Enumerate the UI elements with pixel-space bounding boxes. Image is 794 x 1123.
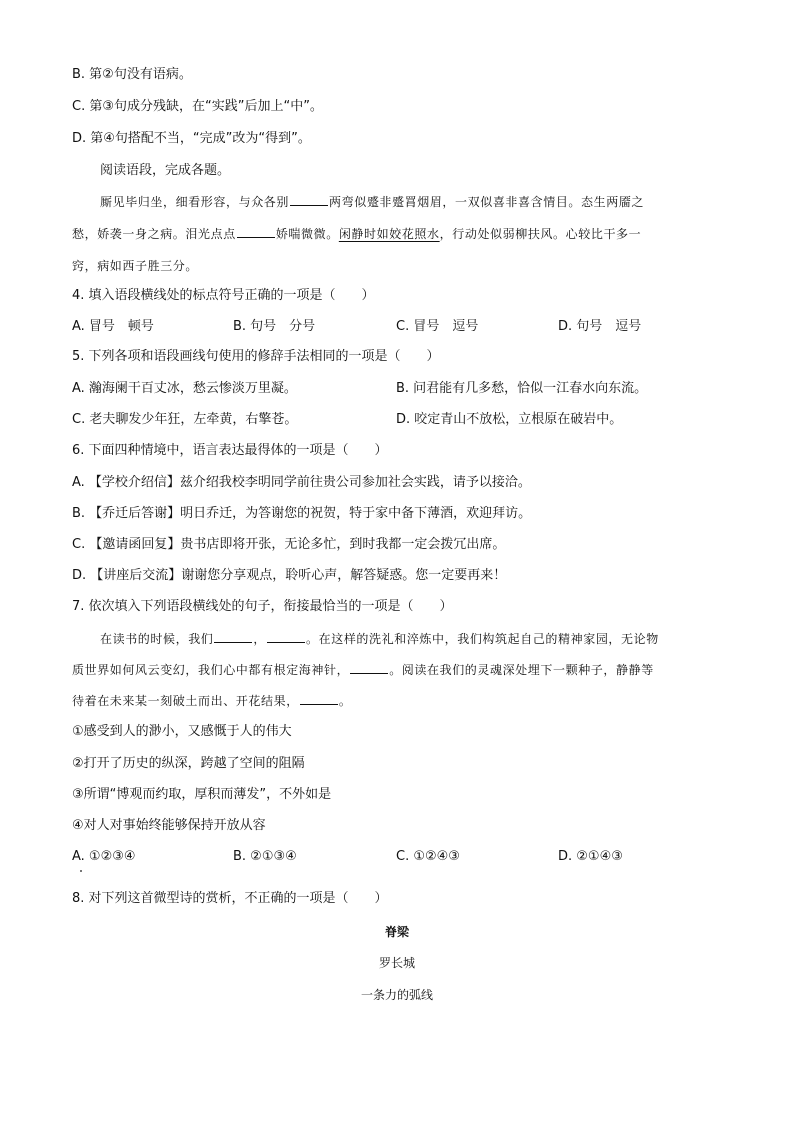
passage-text: 两弯似蹙非蹙罥烟眉，一双似喜非喜含情目。态生两靥之	[329, 195, 645, 209]
q5-option-c: C. 老夫聊发少年狂，左牵黄，右擎苍。	[72, 412, 298, 427]
passage-text: 待着在未来某一刻破土而出、开花结果，	[72, 694, 299, 708]
q4-option-c: C. 冒号 逗号	[396, 319, 479, 334]
q4-option-d: D. 句号 逗号	[558, 319, 642, 334]
passage-text: ，行动处似弱柳扶风。心较比干多一	[439, 227, 642, 241]
fill-blank	[267, 630, 305, 643]
q7-option-b: B. ②①③④	[233, 849, 297, 864]
q7-sentence-3: ③所谓“博观而约取，厚积而薄发”，不外如是	[72, 787, 332, 802]
q4-option-a: A. 冒号 顿号	[72, 319, 154, 334]
passage-text: 。	[338, 694, 352, 708]
q7-passage-line-1	[100, 630, 659, 648]
passage-text: ，	[253, 632, 267, 646]
q4-option-b: B. 句号 分号	[233, 319, 316, 334]
q6-option-b: B. 【乔迁后答谢】明日乔迁，为答谢您的祝贺，特于家中备下薄酒，欢迎拜访。	[72, 506, 532, 521]
passage-text: 娇喘微微。	[275, 227, 339, 241]
question-5-stem: 5. 下列各项和语段画线句使用的修辞手法相同的一项是（ ）	[72, 349, 440, 364]
passage-line-1	[100, 193, 644, 211]
q7-option-c: C. ①②④③	[396, 849, 460, 864]
passage-text: 在读书的时候，我们	[100, 632, 214, 646]
q5-option-b: B. 问君能有几多愁，恰似一江春水向东流。	[396, 381, 648, 396]
q7-passage-line-2	[72, 661, 654, 679]
fill-blank	[300, 692, 338, 705]
stray-dot	[80, 870, 82, 872]
passage-text: 愁，娇袭一身之病。泪光点点	[72, 227, 236, 241]
passage-text: 质世界如何风云变幻，我们心中都有根定海神针，	[72, 663, 350, 677]
q5-option-a: A. 瀚海阑干百丈冰，愁云惨淡万里凝。	[72, 381, 297, 396]
underlined-sentence: 闲静时如姣花照水	[338, 227, 440, 241]
poem-title: 脊梁	[384, 925, 409, 939]
poem-author: 罗长城	[378, 956, 415, 970]
q7-option-a: A. ①②③④	[72, 849, 136, 864]
question-8-stem: 8. 对下列这首微型诗的赏析，不正确的一项是（ ）	[72, 891, 388, 906]
q6-option-c: C. 【邀请函回复】贵书店即将开张，无论多忙，到时我都一定会拨冗出席。	[72, 537, 506, 552]
fill-blank	[290, 193, 328, 206]
q7-option-d: D. ②①④③	[558, 849, 623, 864]
option-d-prev: D. 第④句搭配不当，“完成”改为“得到”。	[72, 131, 311, 146]
q7-sentence-2: ②打开了历史的纵深，跨越了空间的阻隔	[72, 756, 305, 771]
passage-text: 。阅读在我们的灵魂深处埋下一颗种子，静静等	[389, 663, 654, 677]
fill-blank	[237, 225, 275, 238]
q7-sentence-4: ④对人对事始终能够保持开放从容	[72, 818, 266, 833]
q5-option-d: D. 咬定青山不放松，立根原在破岩中。	[396, 412, 623, 427]
passage-text: 厮见毕归坐，细看形容，与众各别	[100, 195, 290, 209]
q6-option-a: A. 【学校介绍信】兹介绍我校李明同学前往贵公司参加社会实践，请予以接洽。	[72, 475, 531, 490]
question-7-stem: 7. 依次填入下列语段横线处的句子，衔接最恰当的一项是（ ）	[72, 599, 453, 614]
fill-blank	[350, 661, 388, 674]
question-4-stem: 4. 填入语段横线处的标点符号正确的一项是（ ）	[72, 288, 375, 303]
reading-intro: 阅读语段，完成各题。	[100, 163, 231, 178]
passage-text: 。在这样的洗礼和淬炼中，我们构筑起自己的精神家园，无论物	[306, 632, 659, 646]
q7-passage-line-3	[72, 692, 351, 710]
question-6-stem: 6. 下面四种情境中，语言表达最得体的一项是（ ）	[72, 443, 388, 458]
poem-line-1: 一条力的弧线	[360, 988, 433, 1002]
q6-option-d: D. 【讲座后交流】谢谢您分享观点，聆听心声，解答疑惑。您一定要再来！	[72, 568, 507, 583]
option-b-prev: B. 第②句没有语病。	[72, 67, 192, 82]
q7-sentence-1: ①感受到人的渺小，又感慨于人的伟大	[72, 724, 292, 739]
passage-line-3: 窍，病如西子胜三分。	[72, 259, 199, 273]
option-c-prev: C. 第③句成分残缺，在“实践”后加上“中”。	[72, 99, 323, 114]
passage-line-2	[72, 225, 641, 243]
fill-blank	[214, 630, 252, 643]
